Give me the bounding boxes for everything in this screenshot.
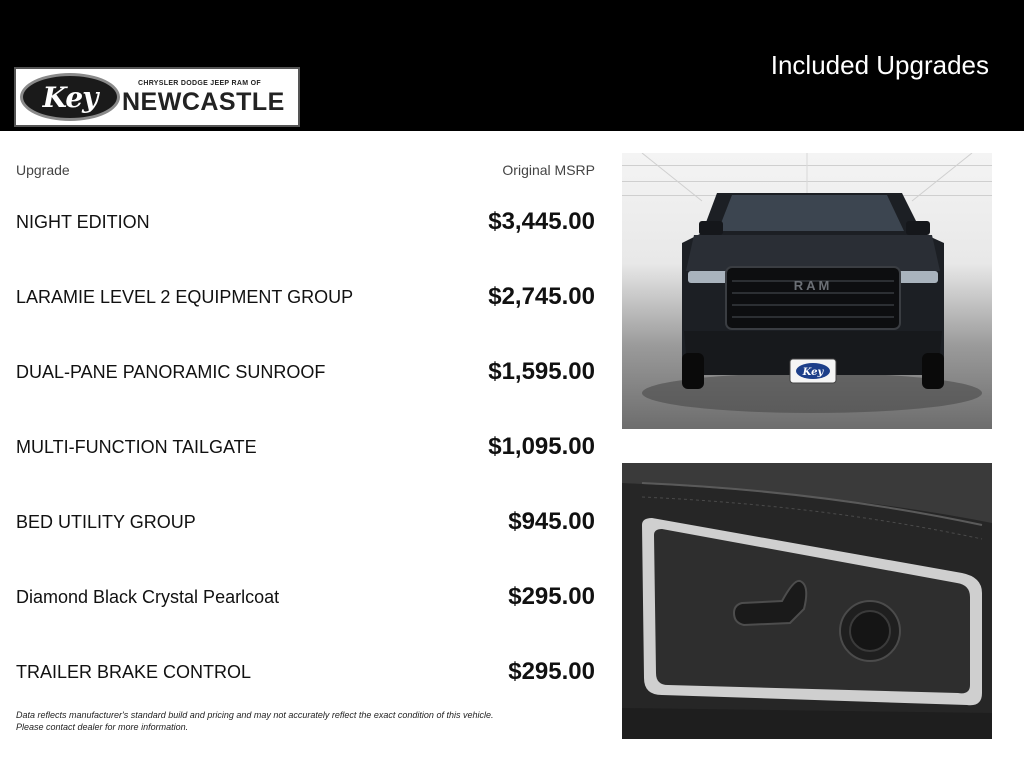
column-header-msrp: Original MSRP	[502, 162, 595, 178]
logo-script: Key	[42, 80, 98, 114]
truck-front-photo	[622, 153, 992, 429]
upgrade-label: LARAMIE LEVEL 2 EQUIPMENT GROUP	[16, 287, 354, 307]
upgrade-label: DUAL-PANE PANORAMIC SUNROOF	[16, 362, 326, 382]
upgrade-price: $295.00	[508, 658, 595, 685]
disclaimer-line: Please contact dealer for more information.	[16, 722, 189, 732]
column-header-upgrade: Upgrade	[16, 162, 70, 178]
upgrade-label: NIGHT EDITION	[16, 212, 150, 232]
logo-dealer-name: NEWCASTLE	[122, 88, 285, 116]
upgrade-label: TRAILER BRAKE CONTROL	[16, 662, 252, 682]
upgrade-price: $945.00	[508, 508, 595, 535]
page-title: Included Upgrades	[770, 50, 989, 80]
header-bar	[0, 0, 1024, 131]
upgrade-price: $2,745.00	[488, 283, 595, 310]
plate-logo: Key	[802, 367, 824, 378]
upgrade-price: $1,095.00	[488, 433, 595, 460]
disclaimer-line: Data reflects manufacturer's standard build and pricing and may not accurately reflect the exact condition of this vehicle.	[16, 710, 494, 720]
dealer-logo	[14, 67, 300, 127]
seat-controls-photo	[622, 463, 992, 739]
upgrade-price: $295.00	[508, 583, 595, 610]
upgrade-price: $1,595.00	[488, 358, 595, 385]
key-logo-oval	[20, 73, 120, 121]
truck-illustration	[622, 153, 992, 429]
logo-tagline: CHRYSLER DODGE JEEP RAM OF	[138, 80, 261, 87]
upgrade-label: MULTI-FUNCTION TAILGATE	[16, 437, 257, 457]
disclaimer	[16, 709, 606, 733]
upgrade-price: $3,445.00	[488, 208, 595, 235]
upgrade-label: BED UTILITY GROUP	[16, 512, 196, 532]
seat-controls-illustration	[622, 463, 992, 739]
upgrade-label: Diamond Black Crystal Pearlcoat	[16, 587, 280, 607]
grille-badge: RAM	[793, 278, 833, 293]
